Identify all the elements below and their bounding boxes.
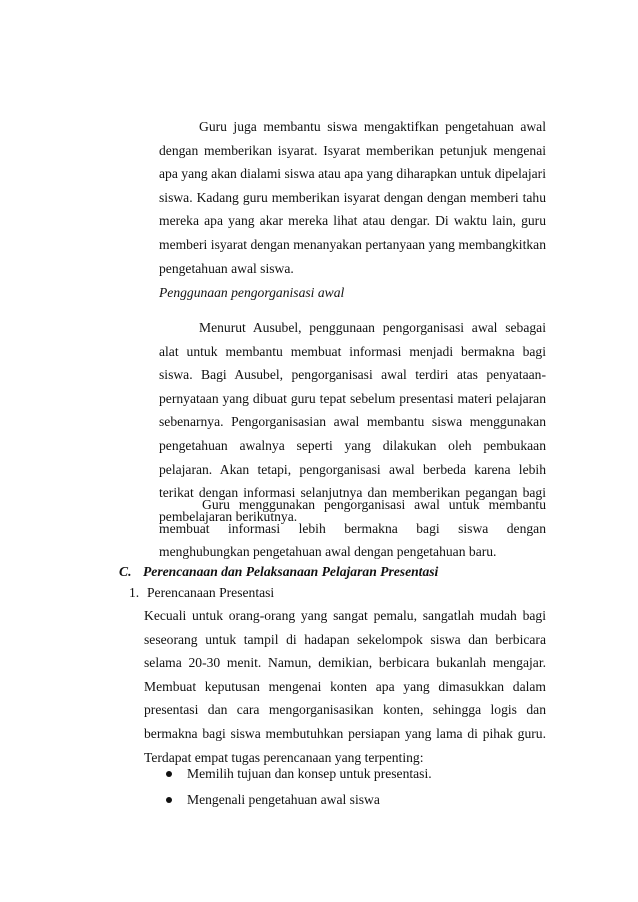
paragraph-ausubel: Menurut Ausubel, penggunaan pengorganisasi awal sebagai alat untuk membantu membuat informasi menjadi bermakna bagi siswa. Bagi Ausubel, pengorganisasi awal terdiri atas penyataan-pernyataan yang dibuat guru tepat sebelum presentasi materi pelajaran sebenarnya. Pengorganisasian awal membantu siswa menggunakan pengetahuan awalnya seperti yang dilakukan oleh pembukaan pelajaran. Akan tetapi, pengorganisasi awal berbeda karena lebih terikat dengan informasi selanjutnya dan memberikan pegangan bagi pembelajaran berikutnya. <box>159 320 546 524</box>
subheading-pengorganisasi-awal: Penggunaan pengorganisasi awal <box>159 285 345 300</box>
section-heading-c <box>119 564 438 580</box>
section-title: Perencanaan dan Pelaksanaan Pelajaran Presentasi <box>143 564 439 579</box>
list-item <box>163 761 432 787</box>
subsection-number: 1. <box>129 585 140 600</box>
bullet-icon <box>166 771 172 777</box>
section-label: C. <box>119 564 132 579</box>
list-item-text: Mengenali pengetahuan awal siswa <box>187 792 380 807</box>
list-item <box>163 787 432 813</box>
bullet-list <box>163 761 432 813</box>
paragraph-guru-menggunakan: Guru menggunakan pengorganisasi awal untuk membantu membuat informasi lebih bermakna bagi siswa dengan menghubungkan pengetahuan awal dengan pengetahuan baru. <box>159 497 546 560</box>
list-item-text: Memilih tujuan dan konsep untuk presentasi. <box>187 766 432 781</box>
subsection-title: Perencanaan Presentasi <box>147 585 275 600</box>
paragraph-perencanaan: Kecuali untuk orang-orang yang sangat pemalu, sangatlah mudah bagi seseorang untuk tampil di hadapan sekelompok siswa dan berbicara selama 20-30 menit. Namun, demikian, berbicara bukanlah mengajar. Membuat keputusan mengenai konten apa yang dimasukkan dalam presentasi dan cara mengorganisasikan konten, sehingga logis dan bermakna bagi siswa membutuhkan persiapan yang lama di pihak guru. Terdapat empat tugas perencanaan yang terpenting: <box>144 608 546 765</box>
paragraph-isyarat: Guru juga membantu siswa mengaktifkan pengetahuan awal dengan memberikan isyarat. Isyarat memberikan petunjuk mengenai apa yang akan dialami siswa atau apa yang diharapkan untuk dipelajari siswa. Kadang guru memberikan isyarat dengan dengan memberi tahu mereka apa yang akar mereka lihat atau dengar. Di waktu lain, guru memberi isyarat dengan menanyakan pertanyaan yang membangkitkan pengetahuan awal siswa. <box>159 119 546 276</box>
subsection-heading-1 <box>129 585 274 601</box>
bullet-icon <box>166 797 172 803</box>
